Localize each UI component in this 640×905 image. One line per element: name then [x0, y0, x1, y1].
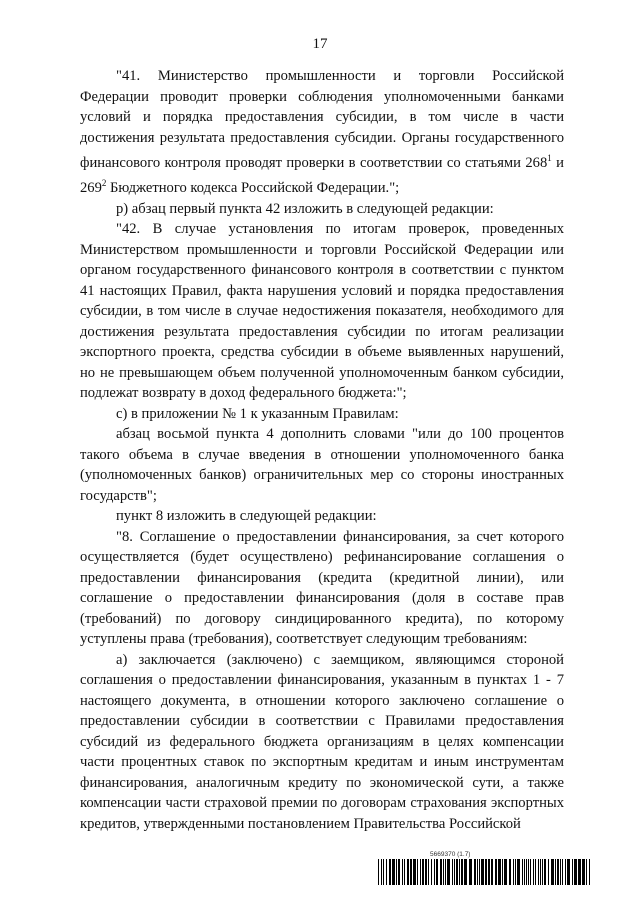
paragraph-41: "41. Министерство промышленности и торговли Российской Федерации проводит проверки соблюдения уполномоченными банками условий и порядка предоставления субсидии, в том числе в части достижения результата предоставления субсидии. Органы государственного финансового контроля проводят проверки в соответствии со статьями $268^1$ и $269^2$ Бюджетного кодекса Российской Федерации.";: [80, 68, 564, 197]
paragraph-punkt8: пункт 8 изложить в следующей редакции:: [116, 508, 377, 525]
paragraph-42: "42. В случае установления по итогам проверок, проведенных Министерством промышленности и торговли Российской Федерации или органом государственного финансового контроля в соответствии с пунктом 41 настоящих Правил, факта нарушения условий и порядка предоставления субсидии, в том числе в случае недостижения показателя, необходимого для достижения результата предоставления субсидии по итогам реализации экспортного проекта, средства субсидии в объеме выявленных нарушений, но не превышающем объем полученной уполномоченным банком субсидии, подлежат возврату в доход федерального бюджета:";: [80, 221, 564, 402]
document-code: 5669370 (1.7): [430, 851, 471, 858]
paragraph-abzac: абзац восьмой пункта 4 дополнить словами "или до 100 процентов такого объема в случае введения в отношении уполномоченного банка (уполномоченных банков) ограничительных мер со стороны иностранных государств";: [80, 426, 564, 504]
paragraph-s: с) в приложении № 1 к указанным Правилам:: [116, 405, 399, 422]
document-body: [80, 66, 564, 834]
paragraph-a: а) заключается (заключено) с заемщиком, являющимся стороной соглашения о предоставлении финансирования, указанным в пунктах 1 - 7 настоящего документа, в отношении которого заключено соглашение о предоставлении субсидии в соответствии с Правилами предоставления субсидий из федерального бюджета организациям в целях компенсации части процентных ставок по экспортным кредитам и иным инструментам финансирования, аналогичным кредиту по экономической сути, а также компенсации части страховой премии по договорам страхования экспортных кредитов, утвержденными постановлением Правительства Российской: [80, 651, 564, 832]
page-number: 17: [312, 36, 328, 52]
paragraph-8: "8. Соглашение о предоставлении финансирования, за счет которого осуществляется (будет осуществлено) рефинансирование соглашения о предоставлении финансирования (кредита (кредитной линии), или соглашение о предоставлении финансирования (доля в составе прав (требований) по договору синдицированного кредита), по которому уступлены права (требования), соответствует следующим требованиям:: [80, 528, 564, 648]
paragraph-r: р) абзац первый пункта 42 изложить в следующей редакции:: [116, 200, 494, 217]
barcode-icon: [378, 859, 590, 885]
